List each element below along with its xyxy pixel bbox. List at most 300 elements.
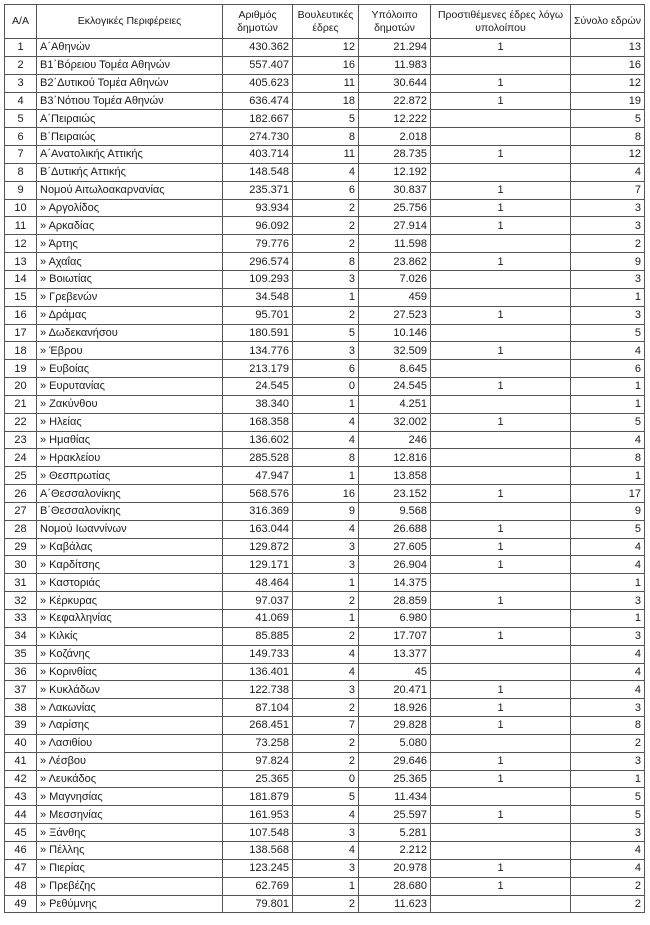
header-row <box>5 5 645 39</box>
remainder-count: 2.212 <box>359 841 431 859</box>
district-name: » Άρτης <box>37 235 223 253</box>
remainder-count: 7.026 <box>359 270 431 288</box>
district-name: » Κυκλάδων <box>37 681 223 699</box>
seats-count: 12 <box>293 39 359 57</box>
citizens-count: 180.591 <box>223 324 293 342</box>
seats-count: 3 <box>293 824 359 842</box>
district-name: » Κέρκυρας <box>37 592 223 610</box>
row-index: 13 <box>5 253 37 271</box>
total-seats: 5 <box>571 806 645 824</box>
table-body <box>5 39 645 913</box>
total-seats: 19 <box>571 92 645 110</box>
seats-count: 16 <box>293 56 359 74</box>
header-seats: Βουλευτικές έδρες <box>293 5 359 39</box>
total-seats: 4 <box>571 859 645 877</box>
remainder-count: 20.978 <box>359 859 431 877</box>
total-seats: 1 <box>571 610 645 628</box>
district-name: Νομού Ιωαννίνων <box>37 520 223 538</box>
citizens-count: 96.092 <box>223 217 293 235</box>
total-seats: 17 <box>571 485 645 503</box>
row-index: 21 <box>5 395 37 413</box>
added-seats <box>431 502 571 520</box>
table-row <box>5 574 645 592</box>
remainder-count: 6.980 <box>359 610 431 628</box>
table-row <box>5 877 645 895</box>
table-row <box>5 520 645 538</box>
citizens-count: 24.545 <box>223 378 293 396</box>
table-row <box>5 324 645 342</box>
added-seats: 1 <box>431 806 571 824</box>
row-index: 17 <box>5 324 37 342</box>
district-name: Β2΄Δυτικού Τομέα Αθηνών <box>37 74 223 92</box>
remainder-count: 26.904 <box>359 556 431 574</box>
added-seats <box>431 645 571 663</box>
added-seats <box>431 56 571 74</box>
remainder-count: 22.872 <box>359 92 431 110</box>
citizens-count: 38.340 <box>223 395 293 413</box>
citizens-count: 182.667 <box>223 110 293 128</box>
total-seats: 8 <box>571 449 645 467</box>
table-row <box>5 56 645 74</box>
total-seats: 16 <box>571 56 645 74</box>
added-seats: 1 <box>431 592 571 610</box>
district-name: » Κιλκίς <box>37 627 223 645</box>
total-seats: 4 <box>571 663 645 681</box>
row-index: 47 <box>5 859 37 877</box>
seats-count: 2 <box>293 235 359 253</box>
table-row <box>5 449 645 467</box>
citizens-count: 123.245 <box>223 859 293 877</box>
citizens-count: 274.730 <box>223 128 293 146</box>
district-name: » Λαρίσης <box>37 717 223 735</box>
row-index: 38 <box>5 699 37 717</box>
row-index: 27 <box>5 502 37 520</box>
citizens-count: 403.714 <box>223 146 293 164</box>
seats-count: 1 <box>293 877 359 895</box>
district-name: » Ευρυτανίας <box>37 378 223 396</box>
row-index: 3 <box>5 74 37 92</box>
total-seats: 2 <box>571 895 645 913</box>
total-seats: 3 <box>571 270 645 288</box>
table-row <box>5 306 645 324</box>
remainder-count: 25.365 <box>359 770 431 788</box>
district-name: » Πιερίας <box>37 859 223 877</box>
district-name: » Μεσσηνίας <box>37 806 223 824</box>
added-seats: 1 <box>431 485 571 503</box>
row-index: 15 <box>5 288 37 306</box>
remainder-count: 10.146 <box>359 324 431 342</box>
citizens-count: 568.576 <box>223 485 293 503</box>
table-row <box>5 413 645 431</box>
district-name: » Κορινθίας <box>37 663 223 681</box>
row-index: 33 <box>5 610 37 628</box>
table-row <box>5 128 645 146</box>
table-row <box>5 146 645 164</box>
header-total-seats: Σύνολο εδρών <box>571 5 645 39</box>
remainder-count: 30.837 <box>359 181 431 199</box>
seats-count: 8 <box>293 253 359 271</box>
district-name: » Μαγνησίας <box>37 788 223 806</box>
citizens-count: 129.872 <box>223 538 293 556</box>
remainder-count: 17.707 <box>359 627 431 645</box>
total-seats: 9 <box>571 502 645 520</box>
added-seats: 1 <box>431 342 571 360</box>
seats-count: 2 <box>293 592 359 610</box>
total-seats: 4 <box>571 431 645 449</box>
added-seats: 1 <box>431 752 571 770</box>
table-row <box>5 288 645 306</box>
district-name: Β΄Πειραιώς <box>37 128 223 146</box>
table-row <box>5 485 645 503</box>
seats-count: 3 <box>293 342 359 360</box>
remainder-count: 29.646 <box>359 752 431 770</box>
added-seats <box>431 610 571 628</box>
seats-count: 4 <box>293 520 359 538</box>
district-name: Νομού Αιτωλοακαρνανίας <box>37 181 223 199</box>
table-row <box>5 717 645 735</box>
row-index: 2 <box>5 56 37 74</box>
row-index: 39 <box>5 717 37 735</box>
row-index: 30 <box>5 556 37 574</box>
row-index: 10 <box>5 199 37 217</box>
added-seats <box>431 574 571 592</box>
row-index: 5 <box>5 110 37 128</box>
table-row <box>5 110 645 128</box>
district-name: » Βοιωτίας <box>37 270 223 288</box>
seats-count: 2 <box>293 699 359 717</box>
seats-count: 4 <box>293 413 359 431</box>
table-row <box>5 699 645 717</box>
citizens-count: 235.371 <box>223 181 293 199</box>
added-seats <box>431 467 571 485</box>
district-name: » Αχαΐας <box>37 253 223 271</box>
district-name: » Ηρακλείου <box>37 449 223 467</box>
seats-count: 11 <box>293 146 359 164</box>
total-seats: 12 <box>571 74 645 92</box>
district-name: » Ημαθίας <box>37 431 223 449</box>
seats-count: 4 <box>293 163 359 181</box>
citizens-count: 129.171 <box>223 556 293 574</box>
district-name: Β΄Θεσσαλονίκης <box>37 502 223 520</box>
remainder-count: 25.597 <box>359 806 431 824</box>
table-header <box>5 5 645 39</box>
total-seats: 5 <box>571 324 645 342</box>
citizens-count: 97.824 <box>223 752 293 770</box>
table-row <box>5 895 645 913</box>
added-seats <box>431 788 571 806</box>
row-index: 9 <box>5 181 37 199</box>
district-name: » Πέλλης <box>37 841 223 859</box>
total-seats: 5 <box>571 788 645 806</box>
citizens-count: 213.179 <box>223 360 293 378</box>
district-name: » Αργολίδος <box>37 199 223 217</box>
district-name: » Θεσπρωτίας <box>37 467 223 485</box>
remainder-count: 11.434 <box>359 788 431 806</box>
seats-count: 2 <box>293 752 359 770</box>
total-seats: 1 <box>571 288 645 306</box>
district-name: » Ζακύνθου <box>37 395 223 413</box>
remainder-count: 32.509 <box>359 342 431 360</box>
remainder-count: 24.545 <box>359 378 431 396</box>
citizens-count: 97.037 <box>223 592 293 610</box>
remainder-count: 9.568 <box>359 502 431 520</box>
total-seats: 1 <box>571 574 645 592</box>
total-seats: 3 <box>571 217 645 235</box>
remainder-count: 30.644 <box>359 74 431 92</box>
citizens-count: 73.258 <box>223 734 293 752</box>
seats-count: 3 <box>293 270 359 288</box>
row-index: 16 <box>5 306 37 324</box>
total-seats: 8 <box>571 128 645 146</box>
table-row <box>5 627 645 645</box>
row-index: 41 <box>5 752 37 770</box>
seats-count: 5 <box>293 788 359 806</box>
added-seats: 1 <box>431 181 571 199</box>
table-row <box>5 270 645 288</box>
total-seats: 4 <box>571 163 645 181</box>
remainder-count: 29.828 <box>359 717 431 735</box>
remainder-count: 28.680 <box>359 877 431 895</box>
remainder-count: 23.152 <box>359 485 431 503</box>
remainder-count: 12.192 <box>359 163 431 181</box>
added-seats <box>431 431 571 449</box>
total-seats: 2 <box>571 235 645 253</box>
seats-count: 4 <box>293 806 359 824</box>
seats-count: 1 <box>293 395 359 413</box>
added-seats <box>431 163 571 181</box>
district-name: » Καστοριάς <box>37 574 223 592</box>
seats-count: 11 <box>293 74 359 92</box>
table-row <box>5 181 645 199</box>
citizens-count: 79.776 <box>223 235 293 253</box>
table-row <box>5 770 645 788</box>
district-name: » Ηλείας <box>37 413 223 431</box>
total-seats: 3 <box>571 627 645 645</box>
table-row <box>5 841 645 859</box>
citizens-count: 34.548 <box>223 288 293 306</box>
total-seats: 4 <box>571 841 645 859</box>
district-name: » Ρεθύμνης <box>37 895 223 913</box>
district-name: » Δράμας <box>37 306 223 324</box>
remainder-count: 23.862 <box>359 253 431 271</box>
citizens-count: 95.701 <box>223 306 293 324</box>
added-seats <box>431 288 571 306</box>
document-page <box>4 4 644 913</box>
added-seats <box>431 395 571 413</box>
remainder-count: 14.375 <box>359 574 431 592</box>
seats-count: 3 <box>293 681 359 699</box>
seats-count: 2 <box>293 895 359 913</box>
row-index: 4 <box>5 92 37 110</box>
table-row <box>5 752 645 770</box>
total-seats: 3 <box>571 592 645 610</box>
seats-count: 9 <box>293 502 359 520</box>
district-name: » Δωδεκανήσου <box>37 324 223 342</box>
row-index: 18 <box>5 342 37 360</box>
citizens-count: 557.407 <box>223 56 293 74</box>
citizens-count: 405.623 <box>223 74 293 92</box>
table-row <box>5 788 645 806</box>
row-index: 36 <box>5 663 37 681</box>
citizens-count: 163.044 <box>223 520 293 538</box>
table-row <box>5 467 645 485</box>
seats-count: 4 <box>293 841 359 859</box>
table-row <box>5 395 645 413</box>
row-index: 35 <box>5 645 37 663</box>
seats-count: 3 <box>293 556 359 574</box>
header-added-seats: Προστιθέμενες έδρες λόγω υπολοίπου <box>431 5 571 39</box>
district-name: » Λευκάδος <box>37 770 223 788</box>
seats-count: 5 <box>293 324 359 342</box>
table-row <box>5 645 645 663</box>
table-row <box>5 39 645 57</box>
added-seats <box>431 324 571 342</box>
citizens-count: 268.451 <box>223 717 293 735</box>
table-row <box>5 806 645 824</box>
total-seats: 5 <box>571 520 645 538</box>
row-index: 49 <box>5 895 37 913</box>
row-index: 31 <box>5 574 37 592</box>
remainder-count: 246 <box>359 431 431 449</box>
remainder-count: 8.645 <box>359 360 431 378</box>
table-row <box>5 538 645 556</box>
seats-count: 2 <box>293 734 359 752</box>
added-seats: 1 <box>431 520 571 538</box>
table-row <box>5 217 645 235</box>
table-row <box>5 824 645 842</box>
added-seats: 1 <box>431 74 571 92</box>
added-seats <box>431 449 571 467</box>
remainder-count: 13.858 <box>359 467 431 485</box>
header-citizens: Αριθμός δημοτών <box>223 5 293 39</box>
table-row <box>5 610 645 628</box>
remainder-count: 11.983 <box>359 56 431 74</box>
citizens-count: 138.568 <box>223 841 293 859</box>
district-name: Α΄Ανατολικής Αττικής <box>37 146 223 164</box>
seats-count: 1 <box>293 288 359 306</box>
added-seats <box>431 734 571 752</box>
header-index: Α/Α <box>5 5 37 39</box>
added-seats: 1 <box>431 538 571 556</box>
row-index: 20 <box>5 378 37 396</box>
table-row <box>5 378 645 396</box>
added-seats <box>431 824 571 842</box>
table-row <box>5 556 645 574</box>
remainder-count: 32.002 <box>359 413 431 431</box>
citizens-count: 79.801 <box>223 895 293 913</box>
row-index: 23 <box>5 431 37 449</box>
district-name: » Κεφαλληνίας <box>37 610 223 628</box>
citizens-count: 109.293 <box>223 270 293 288</box>
row-index: 19 <box>5 360 37 378</box>
remainder-count: 12.816 <box>359 449 431 467</box>
table-row <box>5 163 645 181</box>
row-index: 12 <box>5 235 37 253</box>
citizens-count: 430.362 <box>223 39 293 57</box>
district-name: Α΄Πειραιώς <box>37 110 223 128</box>
total-seats: 1 <box>571 770 645 788</box>
citizens-count: 93.934 <box>223 199 293 217</box>
total-seats: 4 <box>571 538 645 556</box>
total-seats: 5 <box>571 413 645 431</box>
row-index: 24 <box>5 449 37 467</box>
remainder-count: 21.294 <box>359 39 431 57</box>
header-district: Εκλογικές Περιφέρειες <box>37 5 223 39</box>
district-name: » Καβάλας <box>37 538 223 556</box>
seats-count: 7 <box>293 717 359 735</box>
row-index: 42 <box>5 770 37 788</box>
remainder-count: 27.523 <box>359 306 431 324</box>
header-remainder: Υπόλοιπο δημοτών <box>359 5 431 39</box>
district-name: » Ξάνθης <box>37 824 223 842</box>
row-index: 26 <box>5 485 37 503</box>
district-name: » Γρεβενών <box>37 288 223 306</box>
added-seats <box>431 270 571 288</box>
added-seats: 1 <box>431 306 571 324</box>
district-name: » Ευβοίας <box>37 360 223 378</box>
remainder-count: 459 <box>359 288 431 306</box>
citizens-count: 25.365 <box>223 770 293 788</box>
citizens-count: 168.358 <box>223 413 293 431</box>
total-seats: 1 <box>571 467 645 485</box>
row-index: 29 <box>5 538 37 556</box>
district-name: » Αρκαδίας <box>37 217 223 235</box>
seats-count: 1 <box>293 610 359 628</box>
citizens-count: 107.548 <box>223 824 293 842</box>
remainder-count: 28.859 <box>359 592 431 610</box>
seats-count: 6 <box>293 181 359 199</box>
row-index: 40 <box>5 734 37 752</box>
total-seats: 3 <box>571 306 645 324</box>
row-index: 11 <box>5 217 37 235</box>
citizens-count: 62.769 <box>223 877 293 895</box>
added-seats: 1 <box>431 627 571 645</box>
seats-count: 6 <box>293 360 359 378</box>
added-seats: 1 <box>431 39 571 57</box>
row-index: 34 <box>5 627 37 645</box>
citizens-count: 161.953 <box>223 806 293 824</box>
table-row <box>5 681 645 699</box>
remainder-count: 20.471 <box>359 681 431 699</box>
remainder-count: 11.623 <box>359 895 431 913</box>
seats-count: 2 <box>293 217 359 235</box>
row-index: 46 <box>5 841 37 859</box>
added-seats: 1 <box>431 770 571 788</box>
district-name: » Έβρου <box>37 342 223 360</box>
district-name: Β΄Δυτικής Αττικής <box>37 163 223 181</box>
remainder-count: 28.735 <box>359 146 431 164</box>
row-index: 1 <box>5 39 37 57</box>
seats-count: 4 <box>293 663 359 681</box>
row-index: 8 <box>5 163 37 181</box>
citizens-count: 41.069 <box>223 610 293 628</box>
remainder-count: 45 <box>359 663 431 681</box>
citizens-count: 48.464 <box>223 574 293 592</box>
remainder-count: 5.281 <box>359 824 431 842</box>
total-seats: 9 <box>571 253 645 271</box>
row-index: 7 <box>5 146 37 164</box>
remainder-count: 4.251 <box>359 395 431 413</box>
table-row <box>5 92 645 110</box>
citizens-count: 122.738 <box>223 681 293 699</box>
row-index: 37 <box>5 681 37 699</box>
table-row <box>5 502 645 520</box>
seats-count: 18 <box>293 92 359 110</box>
total-seats: 13 <box>571 39 645 57</box>
added-seats: 1 <box>431 217 571 235</box>
total-seats: 3 <box>571 752 645 770</box>
remainder-count: 27.605 <box>359 538 431 556</box>
